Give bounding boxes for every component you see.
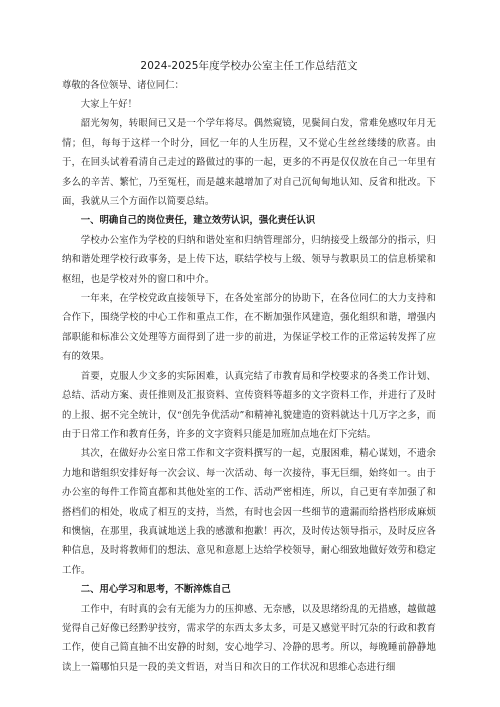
section-2-heading: 二、用心学习和思考，不断淬炼自己 <box>80 584 231 596</box>
section-1-paragraph-2: 一年来，在学校党政直接领导下，在各处室部分的协助下，在各位同仁的大力支持和合作下，围绕学校的中心工作和重点工作，在不断加强作风建造，强化组织和谐，增强内部职能和标准公文处理等方面得到了进一步的前进，为保证学校工作的正常运转发挥了应有的效果。 <box>62 293 436 363</box>
section-1-paragraph-1: 学校办公室作为学校的归纳和谐处室和归纳管理部分，归纳接受上级部分的指示，归纳和谐处理学校行政事务，是上传下达，联结学校与上级、领导与教职员工的信息桥梁和枢纽，也是学校对外的窗口和中介。 <box>62 234 436 285</box>
section-1-heading: 一、明确自己的岗位责任，建立效劳认识，强化责任认识 <box>80 215 316 227</box>
section-1-paragraph-3: 首要，克服人少文多的实际困难，认真完结了市教育局和学校要求的各类工作计划、总结、活动方案、责任推则及汇报资料、宣传资料等超多的文字资料工作，并进行了及时的上报、据不完全统计，仅“创先争优活动”和精神礼貌建造的资料就达十几万字之多，而由于日常工作和教育任务，许多的文字资料只能是加班加点地在灯下完结。 <box>62 370 436 440</box>
section-1-paragraph-4: 其次，在做好办公室日常工作和文字资料撰写的一起，克服困难，精心谋划，不遗余力地和谐组织安排好每一次会议、每一次活动、每一次接待，事无巨细，始终如一。由于办公室的每件工作简直都和其他处室的工作、活动严密相连，所以，自己更有幸加强了和搭档们的相处，收成了相互的支持，当然，有时也会因一些细节的遗漏而给搭档形成麻烦和懊恼，在那里，我真诚地送上我的感激和抱歉！再次，及时传达领导指示，及时反应各种信息，及时将教师们的想法、意见和意愿上达给学校领导，耐心细致地做好效劳和稳定工作。 <box>62 448 436 576</box>
document-page <box>62 58 436 677</box>
document-title: 2024-2025年度学校办公室主任工作总结范文 <box>140 60 358 72</box>
intro-paragraph: 韶光匆匆，转眼间已又是一个学年将尽。偶然窥镜，见鬓间白发，常难免感叹年月无情；但，每每于这样一个时分，回忆一年的人生历程，又不觉心生丝丝缕缕的欣喜。由于，在回头试着看清自己走过的路做过的事的一起，更多的不再是仅仅放在自己一年里有多么的辛苦、繁忙，乃至冤枉，而是越来越增加了对自己沉甸甸地认知、反省和批改。下面，我就从三个方面作以简要总结。 <box>62 118 436 208</box>
salutation: 尊敬的各位领导、诸位同仁： <box>62 80 184 91</box>
section-2-paragraph-1: 工作中，有时真的会有无能为力的压抑感、无奈感，以及思绪纷乱的无措感，越做越觉得自己好像已经黔驴技穷，需求学的东西太多太多，可是又感觉平时冗杂的行政和教育工作，使自己简直抽不出安静的时刻，安心地学习、冷静的思考。所以，每晚睡前静静地读上一篇哪怕只是一段的美文哲语，对当日和次日的工作状况和思维心态进行细 <box>62 603 436 673</box>
greeting: 大家上午好！ <box>80 99 138 110</box>
